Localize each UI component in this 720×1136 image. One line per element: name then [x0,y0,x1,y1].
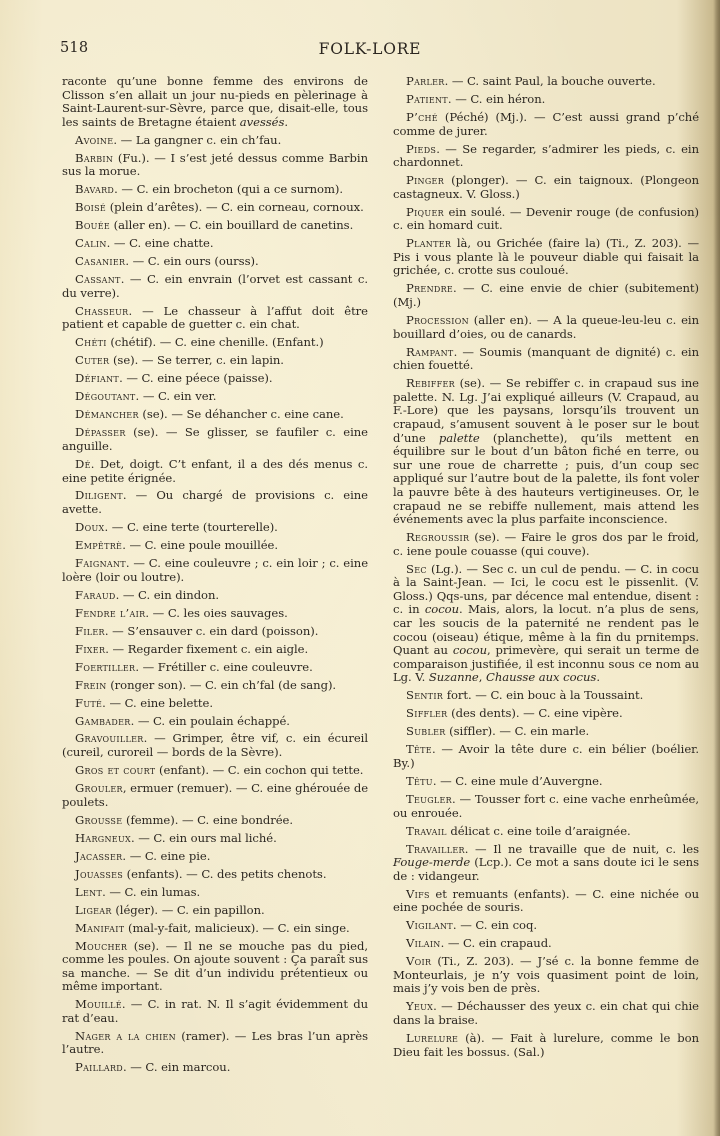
entry-text: . — C. eine chatte. [106,236,214,251]
dictionary-entry [393,93,699,107]
dictionary-entry [62,557,368,584]
headword: Vilain [406,936,441,951]
dictionary-entry [62,625,368,639]
headword: Rebiffer [406,376,455,391]
dictionary-entry [62,521,368,535]
headword: Procession [406,313,469,328]
headword: Yeux [406,999,434,1014]
headword: Moucher [75,938,128,953]
headword: Chasseur [75,303,129,318]
entry-italic: Suzanne [428,670,479,685]
headword: Tête [406,742,432,757]
entry-text: . — C. eine poule mouillée. [122,538,278,553]
entry-text: . [596,670,600,685]
dictionary-entry [62,697,368,711]
headword: Lurelure [406,1030,459,1045]
headword: Subler [406,724,446,739]
headword: Fendre l’air [75,605,146,620]
dictionary-entry [62,764,368,778]
dictionary-entry [393,1032,699,1059]
headword: Voir [406,954,432,969]
entry-text: (enfant). — C. ein cochon qui tette. [155,763,364,778]
dictionary-entry [393,775,699,789]
headword: Patient [406,91,448,106]
dictionary-entry [62,75,368,129]
headword: Dégoutant [75,389,136,404]
dictionary-entry [62,426,368,453]
dictionary-entry [393,174,699,201]
entry-text: . — C. eine mule d’Auvergne. [432,773,603,788]
dictionary-entry [393,1000,699,1027]
dictionary-entry [62,219,368,233]
headword: Casanier [75,254,126,269]
headword: Fixer [75,641,106,656]
dictionary-entry [62,904,368,918]
dictionary-entry [393,955,699,996]
headword: Siffler [406,706,448,721]
entry-text: . Mais, alors, la locut. n’a plus de sens, car les soucis de la paternité ne rendent pas le cocou (oiseau) étique, même à la fin du prnitemps. Quant au [393,602,699,658]
entry-text: . — S’ensauver c. ein dard (poisson). [104,623,319,638]
entry-text: (aller en). — C. ein bouillard de canetins. [110,218,354,233]
dictionary-entry [393,888,699,915]
entry-text: . — Le chasseur à l’affut doit être patient et capable de guetter c. ein chat. [62,303,368,332]
dictionary-entry [393,531,699,558]
headword: Têtu [406,773,433,788]
dictionary-entry [393,377,699,527]
headword: Gravouiller [75,731,144,746]
entry-text: . — C. ein ver. [135,389,217,404]
entry-text: (se). — Se terrer, c. ein lapin. [109,353,284,368]
entry-text: . — Frétiller c. eine couleuvre. [135,659,313,674]
headword: Travail [406,823,447,838]
entry-text: , primevère, qui serait un terme de comparaison justifiée, il est inconnu sous ce nom au Lg. V. [393,643,700,685]
dictionary-entry [393,689,699,703]
dictionary-entry [393,206,699,233]
dictionary-entry [62,273,368,300]
entry-text: (aller en). — A la queue-leu-leu c. ein bouillard d’oies, ou de canards. [393,313,699,341]
dictionary-entry [62,1030,368,1057]
dictionary-entry [62,305,368,332]
headword: Grouler [75,781,123,796]
running-title: FOLK-LORE [318,40,422,58]
dictionary-entry [62,940,368,994]
entry-text: . — C. ein dindon. [115,587,220,602]
headword: Planter [406,236,452,251]
dictionary-entry [62,832,368,846]
entry-text: . — C. ein coq. [452,918,537,933]
right-column [393,75,699,1064]
entry-text: (Fu.). — I s’est jeté dessus comme Barbin sus la morue. [62,150,368,179]
headword: Bavard [75,182,115,197]
headword: Jacasser [75,848,123,863]
headword: Parler [406,74,445,88]
entry-text: . — C. eine terte (tourterelle). [104,520,278,535]
entry-text: . — C. ein ours mal liché. [130,830,277,845]
headword: Regroussir [406,530,470,545]
entry-text: . — Il ne travaille que de nuit, c. les [464,841,699,856]
entry-text: , [478,670,487,685]
headword: Lent [75,884,103,899]
dictionary-entry [62,255,368,269]
headword: Dépasser [75,425,126,440]
dictionary-entry [62,458,368,485]
dictionary-entry [62,868,368,882]
entry-text: . — Grimper, être vif, c. ein écureil (cureil, curoreil — bords de la Sèvre). [62,731,368,760]
entry-text: . — La gangner c. ein ch’fau. [113,132,282,147]
dictionary-entry [62,237,368,251]
entry-text: (Péché) (Mj.). — C’est aussi grand p’ché comme de jurer. [393,109,699,138]
entry-text: (léger). — C. ein papillon. [111,902,265,917]
headword: Teugler [406,791,452,806]
entry-text: . — C. ein envrain (l’orvet est cassant c. du verre). [62,272,368,300]
headword: Diligent [75,488,123,503]
entry-text: . — C. ein héron. [447,91,546,106]
dictionary-entry [62,886,368,900]
entry-text: . — Soumis (manquant de dignité) c. ein chien fouetté. [393,344,699,373]
headword: Faraud [75,587,116,602]
dictionary-entry [62,201,368,215]
dictionary-entry [62,539,368,553]
headword: Grousse [75,812,123,827]
entry-text: (Lcp.). Ce mot a sans doute ici le sens de : vidangeur. [393,855,699,883]
entry-text: (à). — Fait à lurelure, comme le bon Dieu fait les bossus. (Sal.) [393,1030,699,1059]
headword: Prendre [406,281,454,296]
headword: Ligear [75,902,112,917]
dictionary-entry [62,850,368,864]
entry-text: . — C. ein poulain échappé. [130,713,290,728]
headword: Empêtrè [75,538,123,553]
headword: Vifs [406,886,430,901]
entry-text: (siffler). — C. ein marle. [445,724,590,739]
entry-italic: avessés [239,114,285,129]
dictionary-entry [62,679,368,693]
dictionary-entry [62,152,368,179]
dictionary-entry [62,408,368,422]
dictionary-entry [62,607,368,621]
entry-text: . — Déchausser des yeux c. ein chat qui chie dans la braise. [393,999,699,1027]
dictionary-entry [62,1061,368,1075]
page-number: 518 [60,40,89,56]
entry-text: (se). — Se déhancher c. eine cane. [138,407,344,422]
entry-italic: Chausse aux cocus [486,670,597,685]
dictionary-entry [393,111,699,138]
headword: Travailler [406,841,465,856]
entry-text: (se). — Faire le gros dos par le froid, c. iene poule couasse (qui couve). [393,530,699,558]
entry-text: (Ti., Z. 203). — J’sé c. la bonne femme de Monteurlais, je n’y vois quasiment point de loin, mais j’y vois ben de près. [393,954,699,996]
headword: Calin [75,236,107,251]
headword: Sentir [406,688,444,703]
dictionary-entry [62,390,368,404]
entry-text: . [284,114,289,129]
entry-text: (enfants). — C. des petits chenots. [123,866,327,881]
entry-text: (plein d’arêtes). — C. ein corneau, cornoux. [106,200,364,215]
headword: Foertiller [75,659,136,674]
dictionary-entry [62,922,368,936]
entry-text: . — C. les oies sauvages. [145,605,288,620]
dictionary-entry [393,143,699,170]
entry-text: (mal-y-fait, malicieux). — C. ein singe. [124,920,350,935]
dictionary-entry [62,998,368,1025]
dictionary-entry [62,661,368,675]
headword: Mouillé [75,997,122,1012]
headword: Hargneux [75,830,131,845]
dictionary-entry [62,489,368,516]
entry-text: . Det, doigt. C’t enfant, il a des dés menus c. eine petite érignée. [62,456,368,485]
dictionary-entry [393,75,699,89]
entry-text: . — Regarder fixement c. ein aigle. [105,641,309,656]
dictionary-entry [393,843,699,884]
headword: Démancher [75,407,139,422]
dictionary-entry [393,314,699,341]
dictionary-entry [62,643,368,657]
headword: Sec [406,561,427,576]
entry-text: . — C. eine envie de chier (subitement) (Mj.) [393,281,699,310]
entry-text: , ermuer (remuer). — C. eine ghérouée de poulets. [62,781,369,809]
headword: Pinger [406,173,445,188]
entry-text: (ramer). — Les bras l’un après l’autre. [62,1028,368,1057]
entry-text: (Lg.). — Sec c. un cul de pendu. — C. in cocu à la Saint-Jean. — Ici, le cocu est le pissenlit. (V. Gloss.) Qqs-uns, par décence mal entendue, disent : c. in [393,561,699,617]
entry-text: . — C. eine belette. [102,695,213,710]
dictionary-entry [393,919,699,933]
entry-text: . — C. ein brocheton (qui a ce surnom). [114,182,344,197]
dictionary-entry [62,183,368,197]
dictionary-entry [62,782,368,809]
headword: Filer [75,623,105,638]
entry-text: (femme). — C. eine bondrée. [122,812,293,827]
headword: Doux [75,520,105,535]
headword: Gambader [75,713,131,728]
entry-text: (plonger). — C. ein taignoux. (Plongeon castagneux. V. Gloss.) [393,173,699,201]
entry-text: (planchette), qu’ils mettent en équilibre sur le bout d’un bâton fiché en terre, ou sur une roue de charrette ; puis, d’un coup sec appliqué sur l’autre bout de la palette, ils font voler la pauvre bête à des hauteurs vertigineuses. Or, le crapaud ne se rebiffe nullement, mais attend les événements avec la plus parfaite inconscience. [393,430,699,527]
headword: Pieds [406,141,437,156]
entry-text: délicat c. eine toile d’araignée. [446,823,631,838]
entry-text: . — C. eine pie. [122,848,211,863]
entry-text: raconte qu’une bonne femme des environs de Clisson s’en allait un jour nu-pieds en pèlerinage à Saint-Laurent-sur-Sèvre, parce que, disait-elle, tous les saints de Bretagne étaient [62,74,368,129]
headword: Gros et court [75,763,156,778]
headword: Avoine [75,132,114,147]
running-head [60,40,680,64]
entry-text: . — Tousser fort c. eine vache enrheûmée, ou enrouée. [393,791,699,820]
entry-text: . — C. ein marcou. [122,1060,231,1075]
dictionary-entry [393,707,699,721]
entry-text: . — Avoir la tête dure c. ein bélier (boélier. By.) [393,742,699,770]
headword: Rampant [406,344,454,359]
entry-text: . — C. saint Paul, la bouche ouverte. [444,74,656,88]
entry-text: . — C. ein crapaud. [440,936,552,951]
headword: Vigilant [406,918,453,933]
headword: Cassant [75,272,121,287]
headword: Défiant [75,371,120,386]
dictionary-entry [62,372,368,386]
entry-text: . — C. ein ours (ourss). [125,254,259,269]
entry-text: . — C. eine couleuvre ; c. ein loir ; c. eine loère (loir ou loutre). [62,556,368,584]
headword: Paillard [75,1060,123,1075]
headword: P’ché [406,109,438,124]
dictionary-entry [393,793,699,820]
headword: Barbin [75,150,114,165]
dictionary-entry [393,346,699,373]
entry-text: (des dents). — C. eine vipère. [447,706,623,721]
dictionary-entry [393,282,699,309]
headword: Cuter [75,353,110,368]
headword: Piquer [406,204,444,219]
entry-text: et remuants (enfants). — C. eine nichée ou eine pochée de souris. [393,886,699,915]
entry-italic: Fouge-merde [393,855,471,870]
entry-text: . — C. ein lumas. [102,884,201,899]
entry-text: là, ou Grichée (faire la) (Ti., Z. 203). — Pis i vous plante là le pouveur diable qui faisait la grichée, c. crotte sus couloué. [393,236,699,278]
entry-text: ein soulé. — Devenir rouge (de confusion) c. ein homard cuit. [393,204,699,233]
dictionary-entry [393,743,699,770]
headword: Futé [75,695,103,710]
dictionary-entry [62,354,368,368]
entry-text: (chétif). — C. eine chenille. (Enfant.) [106,335,324,350]
entry-italic: cocou [452,643,488,658]
entry-text: . — Se regarder, s’admirer les pieds, c. ein chardonnet. [393,141,699,170]
headword: Dé [75,456,91,471]
left-column [62,75,368,1079]
entry-text: . — Ou chargé de provisions c. eine avette. [62,488,368,517]
dictionary-entry [393,563,699,685]
dictionary-entry [62,715,368,729]
entry-text: (se). — Se rebiffer c. in crapaud sus ine palette. N. Lg. J’ai expliqué ailleurs (V. Crapaud, au F.-Lore) que les paysans, lorsqu’ils trouvent un crapaud, s’amusent souvent à le poser sur le bout d’une [393,376,699,445]
entry-text: (se). — Il ne se mouche pas du pied, comme les poules. On ajoute souvent : Ça paraît sus sa manche. — Se dit d’un individu prétentieux ou même important. [62,938,368,994]
headword: Faignant [75,556,126,571]
entry-text: . — C. in rat. N. Il s’agit évidemment du rat d’eau. [62,997,368,1025]
dictionary-entry [393,937,699,951]
entry-italic: cocou [424,602,459,617]
dictionary-entry [62,589,368,603]
entry-italic: palette [438,430,480,445]
dictionary-entry [393,725,699,739]
headword: Manifait [75,920,125,935]
page-spine-shadow [714,0,720,1136]
entry-text: fort. — C. ein bouc à la Toussaint. [443,688,644,703]
headword: Frein [75,677,107,692]
dictionary-entry [393,237,699,278]
dictionary-entry [62,732,368,759]
headword: Boisé [75,200,107,215]
headword: Nager a la chien [75,1028,176,1043]
dictionary-entry [62,814,368,828]
entry-text: (se). — Se glisser, se faufiler c. eine anguille. [62,425,368,453]
dictionary-entry [62,134,368,148]
entry-text: (ronger son). — C. ein ch’fal (de sang). [106,677,337,692]
headword: Bouée [75,218,111,233]
entry-text: . — C. eine péece (paisse). [119,371,273,386]
headword: Jouasses [75,866,124,881]
dictionary-entry [393,825,699,839]
headword: Chéti [75,335,107,350]
dictionary-entry [62,336,368,350]
